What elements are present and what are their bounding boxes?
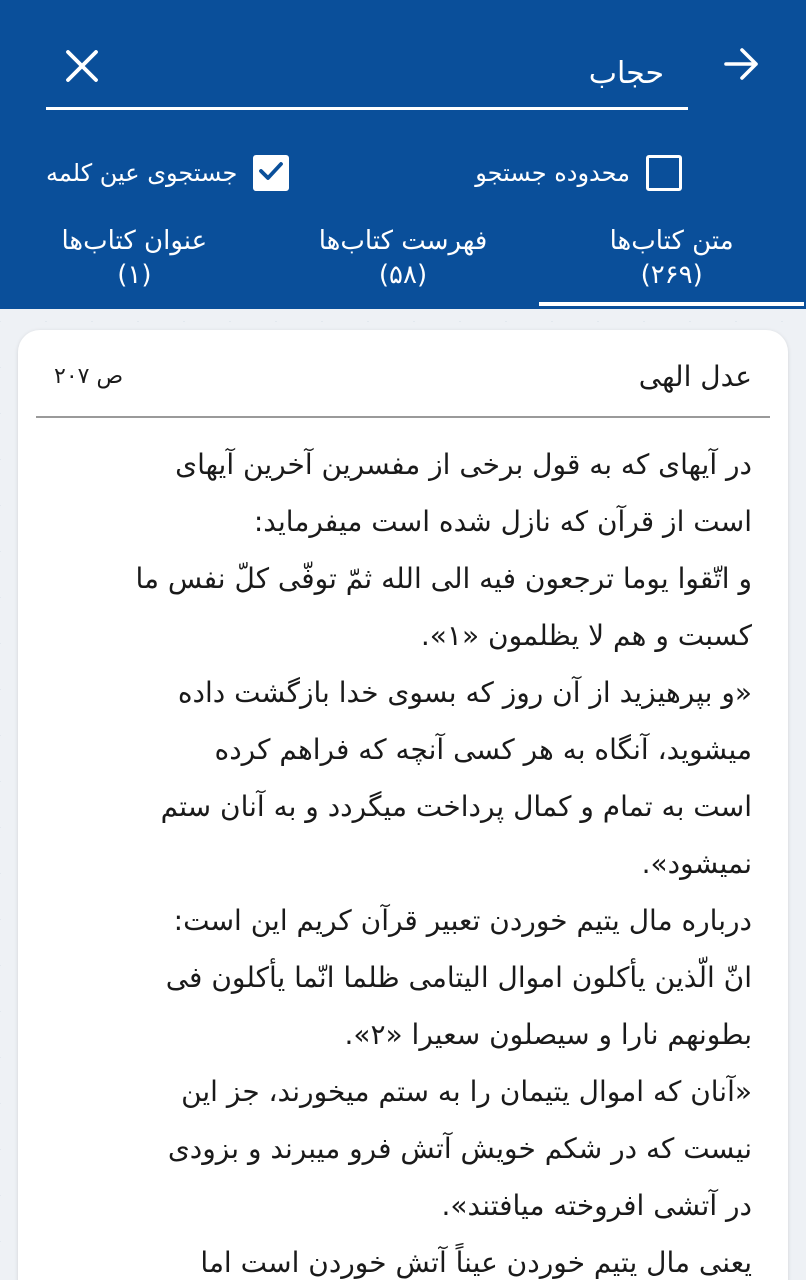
search-input[interactable] (46, 44, 688, 102)
tab-count: (۵۸) (378, 260, 428, 290)
text-line: انّ الّذین یأکلون اموال الیتامی ظلما انّما یأکلون فی (165, 961, 752, 994)
search-underline (46, 107, 688, 110)
check-icon (257, 157, 285, 189)
text-line: نمیشود». (641, 847, 752, 880)
tab-book-texts[interactable] (537, 224, 806, 309)
search-range-checkbox[interactable] (646, 155, 682, 191)
tab-label: فهرست کتاب‌ها (318, 226, 488, 256)
tab-book-titles[interactable] (0, 224, 269, 309)
arrow-right-icon (722, 44, 762, 88)
tab-label: عنوان کتاب‌ها (61, 226, 208, 256)
tab-book-contents[interactable] (269, 224, 538, 309)
tab-count: (۱) (117, 260, 152, 290)
book-title: عدل الهی (638, 360, 752, 393)
text-line: درباره مال یتیم خوردن تعبیر قرآن کریم این است: (173, 904, 752, 937)
tab-count: (۲۶۹) (640, 260, 703, 290)
text-line: «و بپرهیزید از آن روز که بسوی خدا بازگشت داده (177, 676, 752, 709)
text-line: در آتشی افروخته میافتند». (441, 1189, 752, 1222)
exact-word-label: جستجوی عین کلمه (46, 159, 238, 187)
page-number: ص ۲۰۷ (54, 364, 124, 389)
result-text (48, 436, 752, 1280)
exact-word-option[interactable] (46, 152, 289, 194)
close-icon (65, 49, 99, 87)
result-card[interactable] (18, 330, 788, 1280)
text-line: است از قرآن که نازل شده است میفرماید: (253, 505, 752, 538)
search-range-label: محدوده جستجو (475, 159, 630, 187)
text-line: و اتّقوا یوما ترجعون فیه الی الله ثمّ توفّی کلّ نفس ما (135, 562, 752, 595)
exact-word-checkbox[interactable] (253, 155, 289, 191)
text-line: است به تمام و کمال پرداخت میگردد و به آنان ستم (160, 790, 752, 823)
text-line: نیست که در شکم خویش آتش فرو میبرند و بزودی (167, 1132, 752, 1165)
clear-search-button[interactable] (56, 42, 108, 94)
text-line: «آنان که اموال یتیمان را به ستم میخورند، جز این (181, 1075, 752, 1108)
text-line: کسبت و هم لا یظلمون «۱». (420, 619, 752, 652)
text-line: یعنی مال یتیم خوردن عیناً آتش خوردن است اما (200, 1246, 752, 1279)
text-line: بطونهم نارا و سیصلون سعیرا «۲». (344, 1018, 752, 1051)
search-range-option[interactable] (475, 152, 682, 194)
tab-label: متن کتاب‌ها (609, 226, 734, 256)
text-line: در آیهای که به قول برخی از مفسرین آخرین آیهای (175, 448, 752, 481)
back-button[interactable] (718, 42, 766, 90)
result-tabs (0, 224, 806, 309)
divider (36, 416, 770, 418)
text-line: میشوید، آنگاه به هر کسی آنچه که فراهم کرده (214, 733, 752, 766)
search-header (0, 0, 806, 309)
